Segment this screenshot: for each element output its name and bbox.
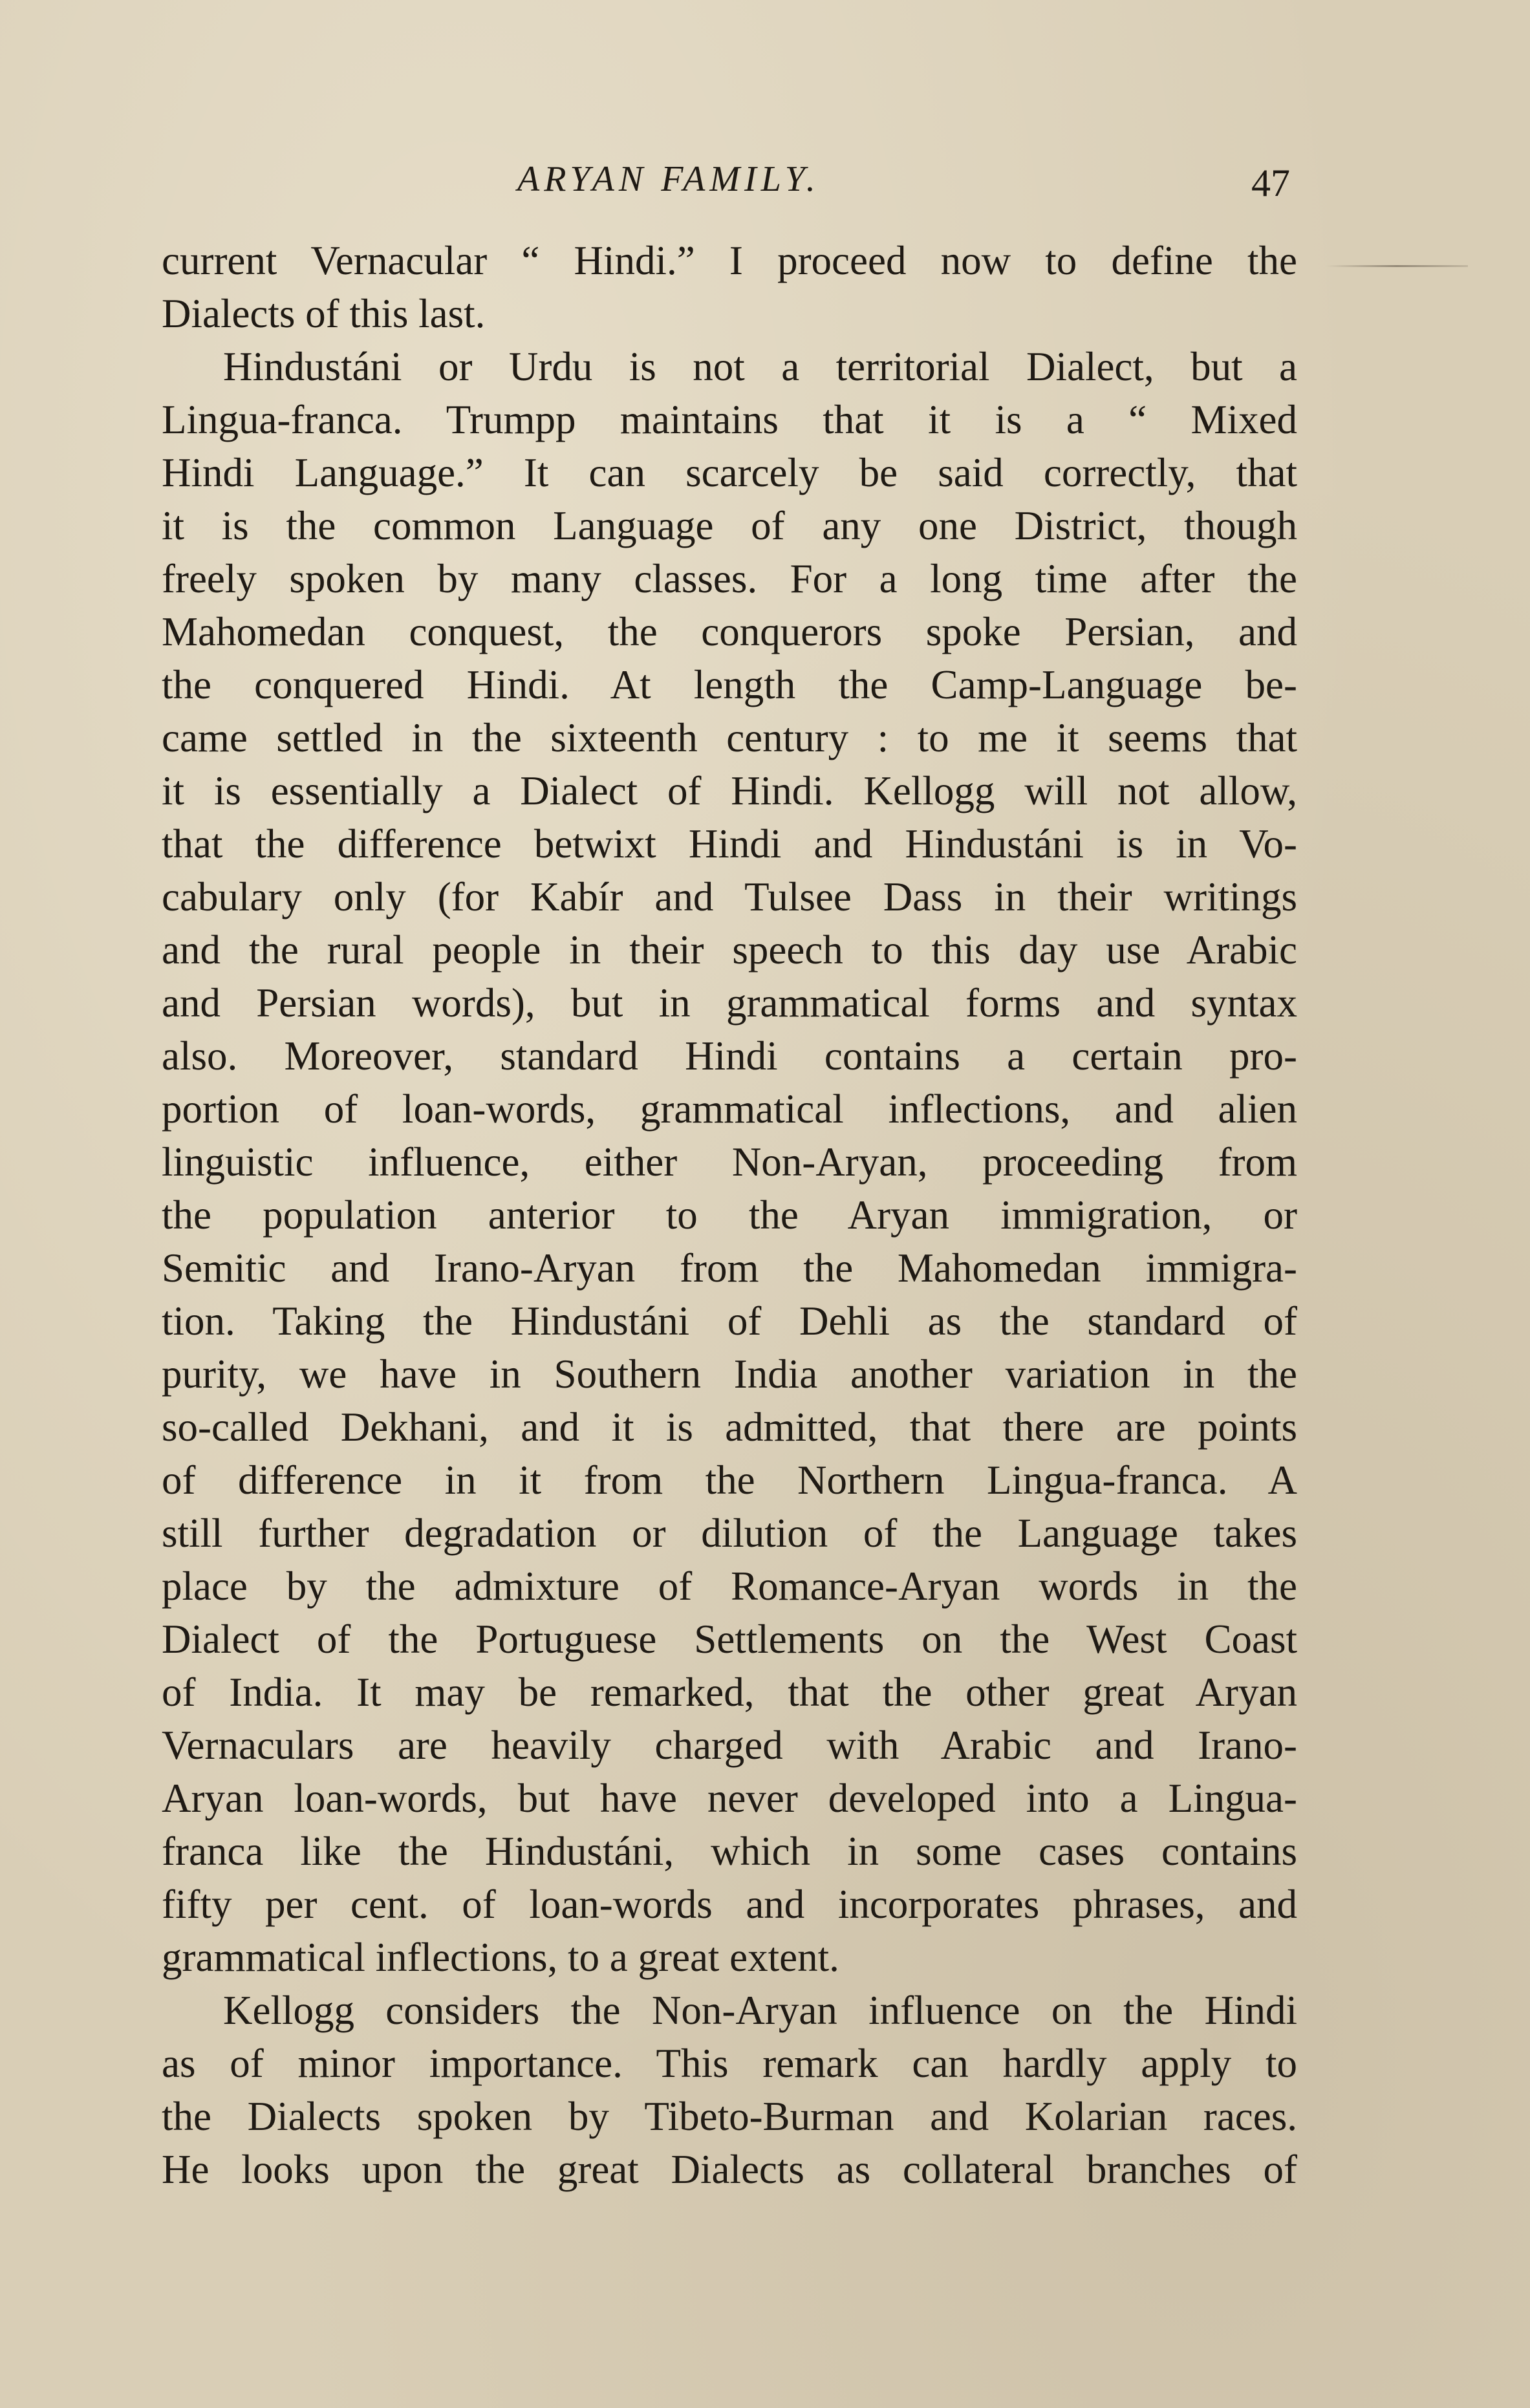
- text-line: of India. It may be remarked, that the other great Aryan: [162, 1670, 1297, 1715]
- page-number: 47: [1251, 162, 1290, 204]
- running-head: [0, 150, 1530, 208]
- text-line: grammatical inflections, to a great extent.: [162, 1935, 839, 1980]
- text-line: and the rural people in their speech to this day use Arabic: [162, 927, 1297, 973]
- text-line: fifty per cent. of loan-words and incorporates phrases, and: [162, 1882, 1297, 1927]
- text-line: freely spoken by many classes. For a long time after the: [162, 556, 1297, 601]
- text-line: the population anterior to the Aryan immigration, or: [162, 1192, 1297, 1238]
- text-line: Hindi Language.” It can scarcely be said correctly, that: [162, 450, 1297, 495]
- text-line: and Persian words), but in grammatical forms and syntax: [162, 980, 1297, 1026]
- text-line: franca like the Hindustáni, which in some cases contains: [162, 1829, 1297, 1874]
- text-line: also. Moreover, standard Hindi contains a certain pro-: [162, 1033, 1297, 1079]
- text-line: it is the common Language of any one District, though: [162, 503, 1297, 548]
- text-line: Vernaculars are heavily charged with Arabic and Irano-: [162, 1723, 1297, 1768]
- text-line: Kellogg considers the Non-Aryan influence on the Hindi: [223, 1988, 1297, 2033]
- text-line: purity, we have in Southern India another variation in the: [162, 1351, 1297, 1397]
- text-line: Semitic and Irano-Aryan from the Mahomedan immigra-: [162, 1245, 1297, 1291]
- body-text: [162, 234, 1297, 2196]
- text-line: came settled in the sixteenth century : to me it seems that: [162, 715, 1297, 760]
- text-line: tion. Taking the Hindustáni of Dehli as the standard of: [162, 1298, 1297, 1344]
- text-line: Aryan loan-words, but have never developed into a Lingua-: [162, 1776, 1297, 1821]
- text-line: still further degradation or dilution of the Language takes: [162, 1510, 1297, 1556]
- text-line: the conquered Hindi. At length the Camp-Language be-: [162, 662, 1297, 707]
- margin-pencil-mark: [1326, 265, 1468, 267]
- text-line: cabulary only (for Kabír and Tulsee Dass in their writings: [162, 874, 1297, 919]
- text-line: Mahomedan conquest, the conquerors spoke Persian, and: [162, 609, 1297, 654]
- text-line: Dialects of this last.: [162, 291, 486, 336]
- text-line: Dialect of the Portuguese Settlements on the West Coast: [162, 1617, 1297, 1662]
- text-line: current Vernacular “ Hindi.” I proceed now to define the: [162, 238, 1297, 283]
- text-line: the Dialects spoken by Tibeto-Burman and Kolarian races.: [162, 2094, 1297, 2139]
- text-line: linguistic influence, either Non-Aryan, proceeding from: [162, 1139, 1297, 1185]
- text-line: that the difference betwixt Hindi and Hindustáni is in Vo-: [162, 821, 1297, 866]
- text-line: as of minor importance. This remark can hardly apply to: [162, 2041, 1297, 2086]
- text-line: of difference in it from the Northern Lingua-franca. A: [162, 1457, 1297, 1503]
- text-line: Hindustáni or Urdu is not a territorial Dialect, but a: [223, 344, 1297, 389]
- text-line: it is essentially a Dialect of Hindi. Kellogg will not allow,: [162, 768, 1297, 813]
- text-line: Lingua-franca. Trumpp maintains that it is a “ Mixed: [162, 397, 1297, 442]
- text-line: place by the admixture of Romance-Aryan words in the: [162, 1564, 1297, 1609]
- text-line: portion of loan-words, grammatical inflections, and alien: [162, 1086, 1297, 1132]
- text-line: so-called Dekhani, and it is admitted, that there are points: [162, 1404, 1297, 1450]
- running-title: ARYAN FAMILY.: [517, 159, 820, 199]
- text-line: He looks upon the great Dialects as collateral branches of: [162, 2147, 1297, 2192]
